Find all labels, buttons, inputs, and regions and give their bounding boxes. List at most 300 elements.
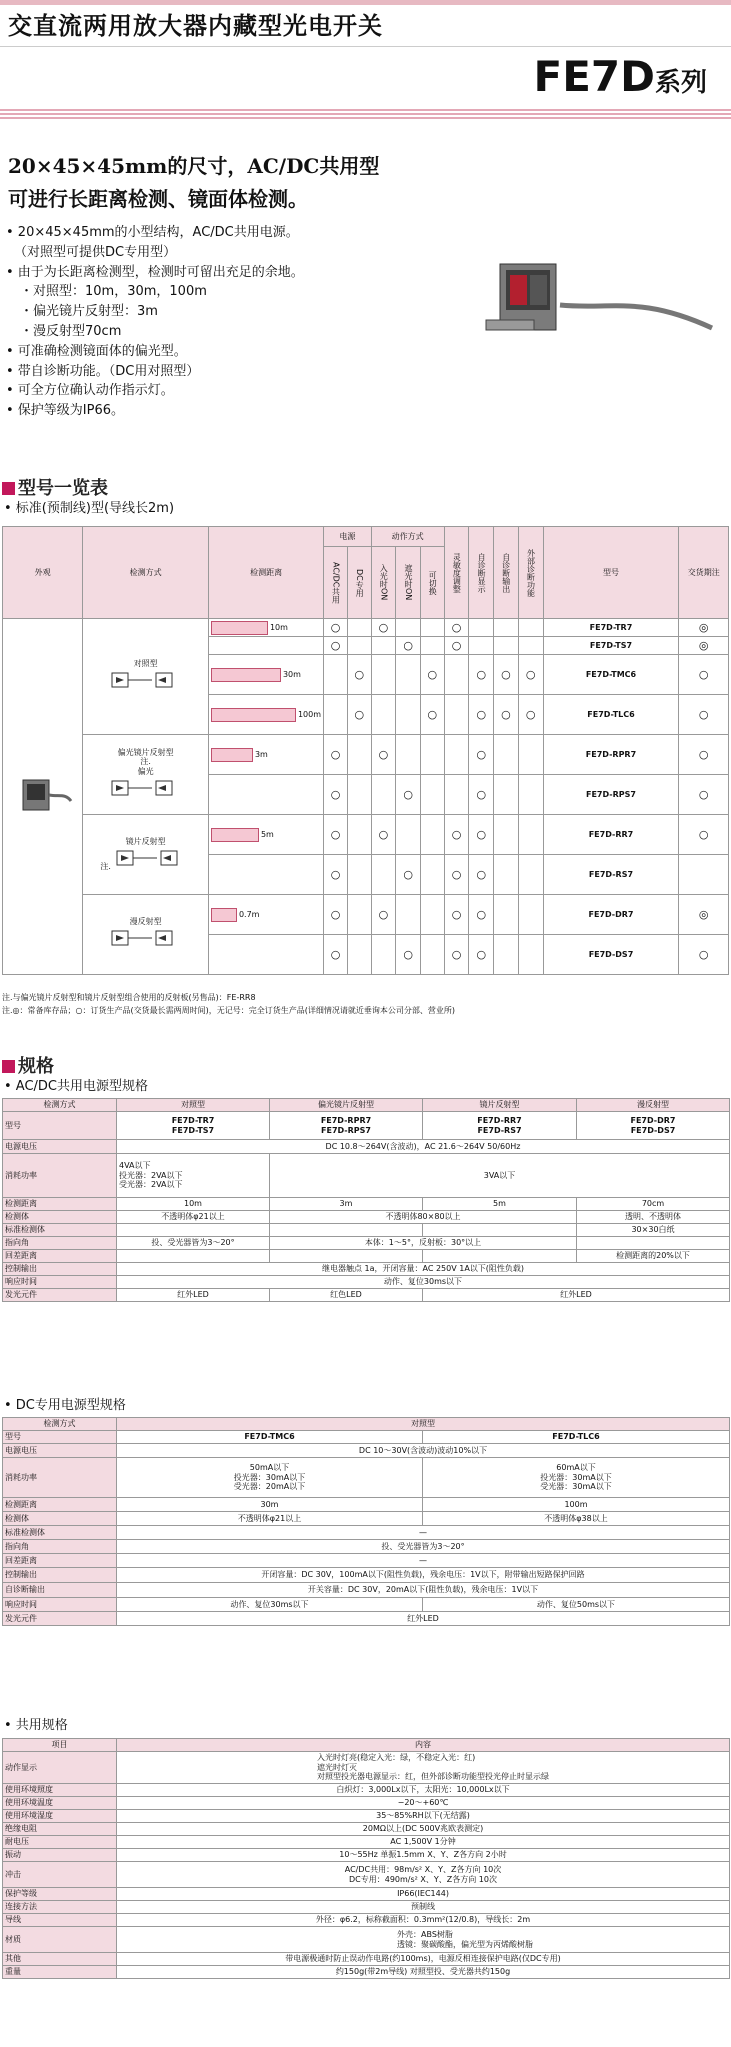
row-label: 耐电压 (3, 1836, 117, 1849)
common-row (3, 1823, 730, 1836)
row-label: 其他 (3, 1953, 117, 1966)
header-divider (0, 46, 731, 47)
common-title: • 共用规格 (4, 1718, 68, 1733)
mark-dc (347, 619, 371, 637)
page-title: 交直流两用放大器内藏型光电开关 (8, 12, 383, 40)
value-cell: −20～+60℃ (117, 1797, 730, 1810)
feature-item: • 带自诊断功能。（DC用对照型） (6, 363, 200, 379)
mark-ext (518, 637, 543, 655)
value-cell: 3m (270, 1198, 423, 1211)
mark-off: ○ (396, 775, 421, 815)
th-appearance: 外观 (3, 527, 83, 619)
feature-item: • 可准确检测镜面体的偏光型。 (6, 343, 187, 359)
th-method: 检测方式 (83, 527, 209, 619)
mark-ext: ○ (518, 655, 543, 695)
distance-cell (208, 655, 323, 695)
mark-sens: ○ (444, 637, 469, 655)
row-label: 检测距离 (3, 1498, 117, 1512)
mark-on (371, 775, 396, 815)
value-cell: 预制线 (117, 1901, 730, 1914)
model-cell: FE7D-TR7 FE7D-TS7 (117, 1112, 270, 1140)
distance-label: 30m (282, 670, 301, 679)
distance-bar (211, 748, 253, 762)
value-cell: 投、受光器皆为3～20° (117, 1237, 270, 1250)
mark-ext (518, 775, 543, 815)
mark-diag: ○ (469, 815, 494, 855)
model-number: FE7D-TR7 (543, 619, 679, 637)
value-cell: 透明、不透明体 (577, 1211, 730, 1224)
mark-sw (421, 735, 445, 775)
distance-cell (208, 619, 323, 637)
value-cell: 20MΩ以上(DC 500V兆欧表测定) (117, 1823, 730, 1836)
mark-diag (469, 619, 494, 637)
model-number: FE7D-RPS7 (543, 775, 679, 815)
value-cell: 30×30白纸 (577, 1224, 730, 1237)
section-title-models: 型号一览表 (2, 474, 108, 500)
common-row (3, 1927, 730, 1953)
mark-dout (494, 637, 519, 655)
value-cell: 动作、复位30ms以下 (117, 1276, 730, 1289)
common-spec-table (2, 1738, 730, 1979)
polarized-label: 偏光 (137, 767, 154, 776)
header-band-stripes (0, 107, 731, 121)
dc-col: 检测方式 (3, 1418, 117, 1431)
mark-off (396, 735, 421, 775)
method-label: 偏光镜片反射型 (117, 747, 174, 757)
method-diagram (106, 669, 186, 691)
mark-dc: ○ (347, 655, 371, 695)
value-cell: 4VA以下 投光器：2VA以下 受光器：2VA以下 (117, 1154, 270, 1198)
model-subtitle: • 标准(预制线)型(导线长2m) (4, 501, 175, 516)
mark-on (371, 935, 396, 975)
value-cell: 35～85%RH以下(无结露) (117, 1810, 730, 1823)
method-note: 注. (140, 757, 151, 767)
mark-sens: ○ (444, 895, 469, 935)
mark-off (396, 619, 421, 637)
section-title-spec: 规格 (2, 1052, 54, 1078)
value-cell: 红外LED (117, 1612, 730, 1626)
distance-bar (211, 828, 259, 842)
th-self-out: 自诊断输出 (494, 527, 519, 619)
row-label: 型号 (3, 1112, 117, 1140)
th-model: 型号 (543, 527, 679, 619)
mark-ac: ○ (324, 935, 348, 975)
mark-dout (494, 735, 519, 775)
row-label: 使用环境湿度 (3, 1810, 117, 1823)
mark-on (371, 855, 396, 895)
appearance-cell (3, 619, 83, 975)
value-cell: 开闭容量：DC 30V，100mA以下(阻性负载)，残余电压：1V以下，附带输出短路保护回路 (117, 1568, 730, 1583)
mark-on: ○ (371, 895, 396, 935)
method-cell (83, 815, 209, 895)
mark-dc (347, 637, 371, 655)
value-cell: 红外LED (423, 1289, 730, 1302)
mark-sens (444, 775, 469, 815)
mark-sw: ○ (421, 655, 445, 695)
acdc-title: • AC/DC共用电源型规格 (4, 1079, 149, 1094)
delivery-mark (679, 855, 729, 895)
product-photo (480, 250, 715, 360)
mark-on: ○ (371, 735, 396, 775)
row-label: 检测体 (3, 1211, 117, 1224)
delivery-mark: ○ (679, 775, 729, 815)
mark-on (371, 695, 396, 735)
common-row (3, 1966, 730, 1979)
lead-line-2: 可进行长距离检测、镜面体检测。 (8, 187, 308, 211)
header-band-top (0, 0, 731, 5)
row-label: 响应时间 (3, 1276, 117, 1289)
value-cell: 外壳：ABS树脂 透镜：聚碳酸酯，偏光型为丙烯酸树脂 (117, 1927, 730, 1953)
mark-ext: ○ (518, 695, 543, 735)
mark-ac: ○ (324, 895, 348, 935)
row-label: 电源电压 (3, 1444, 117, 1458)
mark-sw (421, 775, 445, 815)
th-delivery: 交货期注 (679, 527, 729, 619)
model-note-2: 注.◎：常备库存品；○：订货生产品(交货最长需两周时间)，无记号：完全订货生产品(详细情况请就近垂询本公司分部、营业所) (2, 1006, 455, 1015)
model-number: FE7D-TMC6 (543, 655, 679, 695)
mark-off (396, 895, 421, 935)
common-row (3, 1810, 730, 1823)
value-cell: 本体：1～5°，反射板：30°以上 (270, 1237, 577, 1250)
model-row (3, 735, 729, 775)
row-label: 使用环境照度 (3, 1784, 117, 1797)
feature-item: （对照型可提供DC专用型） (14, 244, 177, 260)
mark-dc (347, 855, 371, 895)
value-cell: IP66(IEC144) (117, 1888, 730, 1901)
model-number: FE7D-DS7 (543, 935, 679, 975)
value-cell: 红色LED (270, 1289, 423, 1302)
value-cell: 投、受光器皆为3～20° (117, 1540, 730, 1554)
delivery-mark: ○ (679, 735, 729, 775)
value-cell: 不透明体80×80以上 (270, 1211, 577, 1224)
mark-ac (324, 695, 348, 735)
value-cell: 70cm (577, 1198, 730, 1211)
delivery-mark: ◎ (679, 619, 729, 637)
value-cell: — (117, 1554, 730, 1568)
method-label: 漫反射型 (129, 917, 162, 927)
method-cell (83, 619, 209, 735)
distance-cell (208, 935, 323, 975)
model-row (3, 815, 729, 855)
distance-cell (208, 775, 323, 815)
value-cell: 白炽灯：3,000Lx以下，太阳光：10,000Lx以下 (117, 1784, 730, 1797)
value-cell: 不透明体φ21以上 (117, 1512, 423, 1526)
delivery-mark: ◎ (679, 895, 729, 935)
mark-dout (494, 815, 519, 855)
mark-sens: ○ (444, 855, 469, 895)
mark-sens (444, 735, 469, 775)
distance-bar (211, 668, 281, 682)
mark-ext (518, 855, 543, 895)
row-label: 使用环境温度 (3, 1797, 117, 1810)
method-diagram (106, 927, 186, 949)
value-cell: 10m (117, 1198, 270, 1211)
th-distance: 检测距离 (208, 527, 323, 619)
row-label: 控制输出 (3, 1263, 117, 1276)
value-cell: 3VA以下 (270, 1154, 730, 1198)
value-cell: 带电源极通时防止误动作电路(约100ms)，电源反相连接保护电路(仅DC专用) (117, 1953, 730, 1966)
mark-ac: ○ (324, 855, 348, 895)
th-power: 电源 (324, 527, 371, 547)
mark-sw (421, 637, 445, 655)
dc-spec-table (2, 1417, 730, 1626)
model-row (3, 895, 729, 935)
mark-diag (469, 637, 494, 655)
model-number: FE7D-RS7 (543, 855, 679, 895)
model-note-1: 注.与偏光镜片反射型和镜片反射型组合使用的反射板(另售品)：FE-RR8 (2, 993, 256, 1002)
row-label: 材质 (3, 1927, 117, 1953)
row-label: 型号 (3, 1431, 117, 1444)
method-diagram (106, 777, 186, 799)
mark-diag: ○ (469, 855, 494, 895)
model-number: FE7D-DR7 (543, 895, 679, 935)
sensor-thumbnail (13, 775, 73, 815)
common-col: 项目 (3, 1739, 117, 1752)
mark-dout: ○ (494, 695, 519, 735)
mark-sw (421, 895, 445, 935)
value-cell: 不透明体φ38以上 (423, 1512, 730, 1526)
mark-diag: ○ (469, 895, 494, 935)
method-cell (83, 895, 209, 975)
delivery-mark: ○ (679, 695, 729, 735)
row-label: 标准检测体 (3, 1526, 117, 1540)
mark-dc (347, 815, 371, 855)
distance-cell (208, 815, 323, 855)
model-cell: FE7D-RPR7 FE7D-RPS7 (270, 1112, 423, 1140)
distance-cell (208, 855, 323, 895)
mark-dout (494, 895, 519, 935)
mark-diag: ○ (469, 735, 494, 775)
mark-off (396, 655, 421, 695)
value-cell: 外径：φ6.2，标称截面积：0.3mm²(12/0.8)，导线长：2m (117, 1914, 730, 1927)
value-cell: 60mA以下 投光器：30mA以下 受光器：30mA以下 (423, 1458, 730, 1498)
feature-item: • 由于为长距离检测型，检测时可留出充足的余地。 (6, 264, 304, 280)
th-acdc: AC/DC共用 (324, 547, 348, 619)
mark-dout (494, 935, 519, 975)
value-cell: DC 10.8～264V(含波动)，AC 21.6～264V 50/60Hz (117, 1140, 730, 1154)
model-number: FE7D-RPR7 (543, 735, 679, 775)
method-diagram (111, 847, 191, 869)
value-cell: 5m (423, 1198, 577, 1211)
value-cell: 动作、复位50ms以下 (423, 1598, 730, 1612)
row-label: 发光元件 (3, 1612, 117, 1626)
value-cell: 检测距离的20%以下 (577, 1250, 730, 1263)
dc-title: • DC专用电源型规格 (4, 1398, 126, 1413)
feature-item: • 可全方位确认动作指示灯。 (6, 383, 174, 399)
mark-dc (347, 895, 371, 935)
model-cell: FE7D-RR7 FE7D-RS7 (423, 1112, 577, 1140)
mark-off: ○ (396, 855, 421, 895)
mark-ac: ○ (324, 775, 348, 815)
row-label: 绝缘电阻 (3, 1823, 117, 1836)
common-row (3, 1784, 730, 1797)
th-switchable: 可切换 (421, 547, 445, 619)
mark-ac (324, 655, 348, 695)
mark-ac: ○ (324, 735, 348, 775)
mark-diag: ○ (469, 775, 494, 815)
th-dc: DC专用 (347, 547, 371, 619)
common-col: 内容 (117, 1739, 730, 1752)
mark-dc (347, 775, 371, 815)
th-ext-diag: 外部诊断功能 (518, 527, 543, 619)
mark-on (371, 655, 396, 695)
th-self-diag: 自诊断显示 (469, 527, 494, 619)
row-label: 振动 (3, 1849, 117, 1862)
model-number: FE7D-TS7 (543, 637, 679, 655)
feature-item: ・偏光镜片反射型：3m (20, 304, 158, 320)
model-cell: FE7D-TLC6 (423, 1431, 730, 1444)
feature-list (6, 223, 304, 421)
mark-dout (494, 619, 519, 637)
value-cell: AC/DC共用：98m/s² X、Y、Z各方向 10次 DC专用：490m/s² X、Y、Z各方向 10次 (117, 1862, 730, 1888)
mark-ext (518, 935, 543, 975)
acdc-col: 检测方式 (3, 1099, 117, 1112)
model-row (3, 619, 729, 637)
th-sens: 灵敏度调整 (444, 527, 469, 619)
row-label: 发光元件 (3, 1289, 117, 1302)
mark-sw (421, 935, 445, 975)
distance-label: 5m (260, 830, 274, 839)
distance-label: 0.7m (238, 910, 260, 919)
value-cell (577, 1237, 730, 1250)
mark-ext (518, 735, 543, 775)
row-label: 控制输出 (3, 1568, 117, 1583)
distance-cell (208, 637, 323, 655)
row-label: 消耗功率 (3, 1154, 117, 1198)
value-cell: AC 1,500V 1分钟 (117, 1836, 730, 1849)
row-label: 连接方法 (3, 1901, 117, 1914)
distance-cell (208, 895, 323, 935)
value-cell: 约150g(带2m导线) 对照型投、受光器共约150g (117, 1966, 730, 1979)
acdc-col: 偏光镜片反射型 (270, 1099, 423, 1112)
mark-dc (347, 935, 371, 975)
row-label: 重量 (3, 1966, 117, 1979)
distance-label: 10m (269, 623, 288, 632)
row-label: 消耗功率 (3, 1458, 117, 1498)
row-label: 标准检测体 (3, 1224, 117, 1237)
distance-bar (211, 708, 296, 722)
acdc-spec-table (2, 1098, 730, 1302)
mark-diag: ○ (469, 655, 494, 695)
common-row (3, 1901, 730, 1914)
row-label: 自诊断输出 (3, 1583, 117, 1598)
value-cell: 10～55Hz 单振1.5mm X、Y、Z各方向 2小时 (117, 1849, 730, 1862)
row-label: 电源电压 (3, 1140, 117, 1154)
mark-sw (421, 619, 445, 637)
row-label: 冲击 (3, 1862, 117, 1888)
delivery-mark: ○ (679, 935, 729, 975)
method-label: 镜片反射型 (125, 837, 166, 847)
row-label: 回差距离 (3, 1554, 117, 1568)
delivery-mark: ○ (679, 815, 729, 855)
mark-off (396, 695, 421, 735)
mark-sw (421, 855, 445, 895)
dc-col: 对照型 (117, 1418, 730, 1431)
mark-off: ○ (396, 637, 421, 655)
value-cell: DC 10～30V(含波动)波动10%以下 (117, 1444, 730, 1458)
mark-sens: ○ (444, 935, 469, 975)
value-cell: 开关容量：DC 30V，20mA以下(阻性负载)，残余电压：1V以下 (117, 1583, 730, 1598)
value-cell: 继电器触点 1a，开闭容量：AC 250V 1A以下(阻性负载) (117, 1263, 730, 1276)
row-label: 响应时间 (3, 1598, 117, 1612)
mark-sw (421, 815, 445, 855)
distance-cell (208, 695, 323, 735)
common-row (3, 1836, 730, 1849)
value-cell: 不透明体φ21以上 (117, 1211, 270, 1224)
mark-on (371, 637, 396, 655)
method-cell (83, 735, 209, 815)
row-label: 动作显示 (3, 1752, 117, 1784)
mark-ext (518, 895, 543, 935)
common-row (3, 1914, 730, 1927)
mark-dc (347, 735, 371, 775)
feature-item: • 保护等级为IP66。 (6, 403, 125, 419)
mark-on: ○ (371, 619, 396, 637)
distance-label: 100m (297, 710, 321, 719)
common-row (3, 1862, 730, 1888)
row-label: 指向角 (3, 1237, 117, 1250)
value-cell: 动作、复位30ms以下 (117, 1598, 423, 1612)
mark-sens (444, 695, 469, 735)
mark-ac: ○ (324, 619, 348, 637)
acdc-col: 镜片反射型 (423, 1099, 577, 1112)
mark-ext (518, 815, 543, 855)
mark-ac: ○ (324, 815, 348, 855)
mark-diag: ○ (469, 935, 494, 975)
lead-line-1: 20×45×45mm的尺寸，AC/DC共用型 (8, 154, 380, 178)
common-row (3, 1888, 730, 1901)
series-title: FE7D系列 (533, 52, 707, 101)
mark-off: ○ (396, 935, 421, 975)
distance-bar (211, 908, 237, 922)
method-label: 对照型 (133, 659, 158, 669)
value-cell: 50mA以下 投光器：30mA以下 受光器：20mA以下 (117, 1458, 423, 1498)
mark-sens: ○ (444, 619, 469, 637)
model-number: FE7D-TLC6 (543, 695, 679, 735)
common-row (3, 1953, 730, 1966)
model-table (2, 526, 729, 975)
mark-dc: ○ (347, 695, 371, 735)
mark-sens: ○ (444, 815, 469, 855)
th-dark-on: 遮光时ON (396, 547, 421, 619)
mark-on: ○ (371, 815, 396, 855)
distance-bar (211, 621, 268, 635)
mark-dout (494, 775, 519, 815)
th-action: 动作方式 (371, 527, 444, 547)
row-label: 导线 (3, 1914, 117, 1927)
delivery-mark: ◎ (679, 637, 729, 655)
distance-label: 3m (254, 750, 268, 759)
th-light-on: 入光时ON (371, 547, 396, 619)
row-label: 检测体 (3, 1512, 117, 1526)
value-cell: 入光时灯亮(稳定入光：绿，不稳定入光：红) 遮光时灯灭 对照型投光器电源显示：红，但外部诊断功能型投光停止时显示绿 (117, 1752, 730, 1784)
acdc-col: 漫反射型 (577, 1099, 730, 1112)
method-note: 注. (100, 862, 111, 871)
distance-cell (208, 735, 323, 775)
value-cell: 30m (117, 1498, 423, 1512)
mark-sw: ○ (421, 695, 445, 735)
delivery-mark: ○ (679, 655, 729, 695)
row-label: 指向角 (3, 1540, 117, 1554)
value-cell: 100m (423, 1498, 730, 1512)
common-row (3, 1752, 730, 1784)
value-cell: 红外LED (117, 1289, 270, 1302)
mark-dout: ○ (494, 655, 519, 695)
model-cell: FE7D-DR7 FE7D-DS7 (577, 1112, 730, 1140)
row-label: 回差距离 (3, 1250, 117, 1263)
feature-item: ・对照型：10m，30m，100m (20, 284, 207, 300)
row-label: 检测距离 (3, 1198, 117, 1211)
